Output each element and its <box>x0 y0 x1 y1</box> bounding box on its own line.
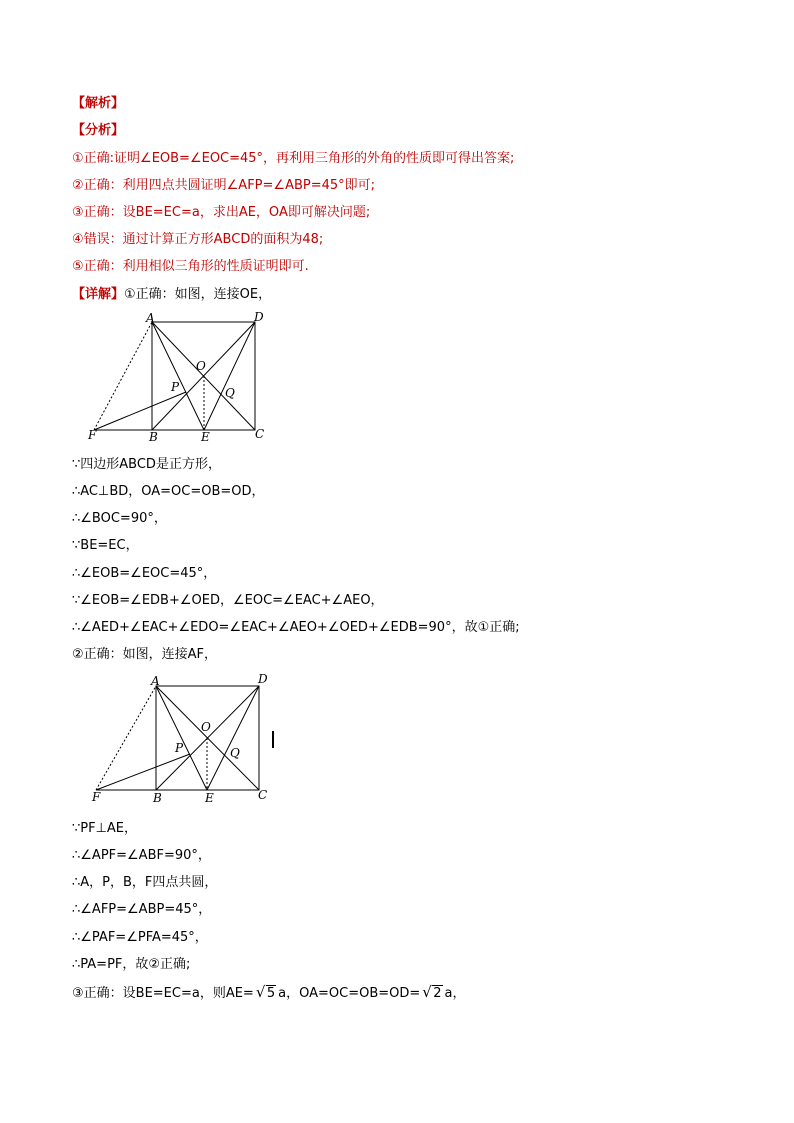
proof1-line-4: ∵BE=EC， <box>72 538 139 553</box>
label-f: F <box>88 428 97 442</box>
proof1-line-6: ∵∠EOB=∠EDB+∠OED，∠EOC=∠EAC+∠AEO， <box>72 593 384 608</box>
detail-text: ①正确：如图，连接OE， <box>124 287 272 302</box>
label-o: O <box>196 359 206 373</box>
proof1-line-2: ∴AC⊥BD，OA=OC=OB=OD， <box>72 484 265 499</box>
label-d: D <box>254 310 264 324</box>
radical-sign-icon-2: √ <box>422 983 432 1001</box>
proof1-line-3: ∴∠BOC=90°， <box>72 511 167 526</box>
label-p-2: P <box>175 741 184 755</box>
proof1-line-7: ∴∠AED+∠EAC+∠EDO=∠EAC+∠AEO+∠OED+∠EDB=90°，故①正确; <box>72 620 520 635</box>
label-b: B <box>149 430 158 444</box>
proof2-line-1: ∵PF⊥AE， <box>72 821 138 836</box>
analysis-item-3: ③正确：设BE=EC=a，求出AE，OA即可解决问题; <box>72 205 371 220</box>
sqrt-2 <box>422 985 442 1003</box>
label-d-2: D <box>258 672 268 686</box>
detail-tag: 【详解】 <box>72 287 125 302</box>
detail-line <box>72 286 271 304</box>
proof2-line-5: ∴∠PAF=∠PFA=45°， <box>72 930 208 945</box>
analysis-item-5: ⑤正确：利用相似三角形的性质证明即可. <box>72 259 309 274</box>
analysis-item-4: ④错误：通过计算正方形ABCD的面积为48; <box>72 232 324 247</box>
text-cursor <box>272 731 274 748</box>
geometry-figure-2 <box>90 672 275 812</box>
label-p: P <box>171 380 180 394</box>
segment-ae-2 <box>156 686 207 790</box>
label-o-2: O <box>201 720 211 734</box>
segment-de-2 <box>207 686 259 790</box>
radical-sign-icon: √ <box>255 983 266 1001</box>
proof3-line-1 <box>72 985 466 1003</box>
analysis-item-2: ②正确：利用四点共圆证明∠AFP=∠ABP=45°即可; <box>72 178 376 193</box>
proof2-line-2: ∴∠APF=∠ABF=90°， <box>72 848 211 863</box>
label-c-2: C <box>258 788 268 802</box>
label-b-2: B <box>153 791 162 805</box>
figure-1-svg <box>86 308 266 448</box>
segment-ae <box>152 322 204 430</box>
label-e: E <box>201 430 210 444</box>
jiexi-heading: 【解析】 <box>72 96 125 111</box>
label-q-2: Q <box>230 746 240 760</box>
part2-intro: ②正确：如图，连接AF， <box>72 647 218 662</box>
proof3-prefix: ③正确：设BE=EC=a，则AE= <box>72 986 254 1001</box>
sqrt-5-value: 5 <box>266 986 276 1001</box>
fenxi-heading: 【分析】 <box>72 123 125 138</box>
proof3-suffix: a， <box>444 986 466 1001</box>
geometry-figure-1 <box>86 308 266 448</box>
proof3-mid: a，OA=OC=OB=OD= <box>278 986 421 1001</box>
proof2-line-6: ∴PA=PF，故②正确; <box>72 957 191 972</box>
label-c: C <box>255 427 265 441</box>
segment-fp <box>94 392 186 430</box>
label-e-2: E <box>205 791 214 805</box>
label-a: A <box>146 311 155 325</box>
label-f-2: F <box>92 790 101 804</box>
proof2-line-4: ∴∠AFP=∠ABP=45°， <box>72 902 212 917</box>
sqrt-5 <box>256 985 276 1003</box>
figure-2-svg <box>90 672 275 812</box>
label-q: Q <box>225 386 235 400</box>
label-a-2: A <box>151 674 160 688</box>
proof1-line-5: ∴∠EOB=∠EOC=45°， <box>72 566 217 581</box>
segment-de <box>204 322 255 430</box>
dotted-af <box>94 322 152 430</box>
proof1-line-1: ∵四边形ABCD是正方形， <box>72 457 221 472</box>
proof2-line-3: ∴A，P，B，F四点共圆， <box>72 875 218 890</box>
analysis-item-1: ①正确:证明∠EOB=∠EOC=45°，再利用三角形的外角的性质即可得出答案; <box>72 151 515 166</box>
dotted-af-2 <box>96 686 156 790</box>
segment-fp-2 <box>96 754 190 790</box>
sqrt-2-value: 2 <box>433 986 442 1001</box>
